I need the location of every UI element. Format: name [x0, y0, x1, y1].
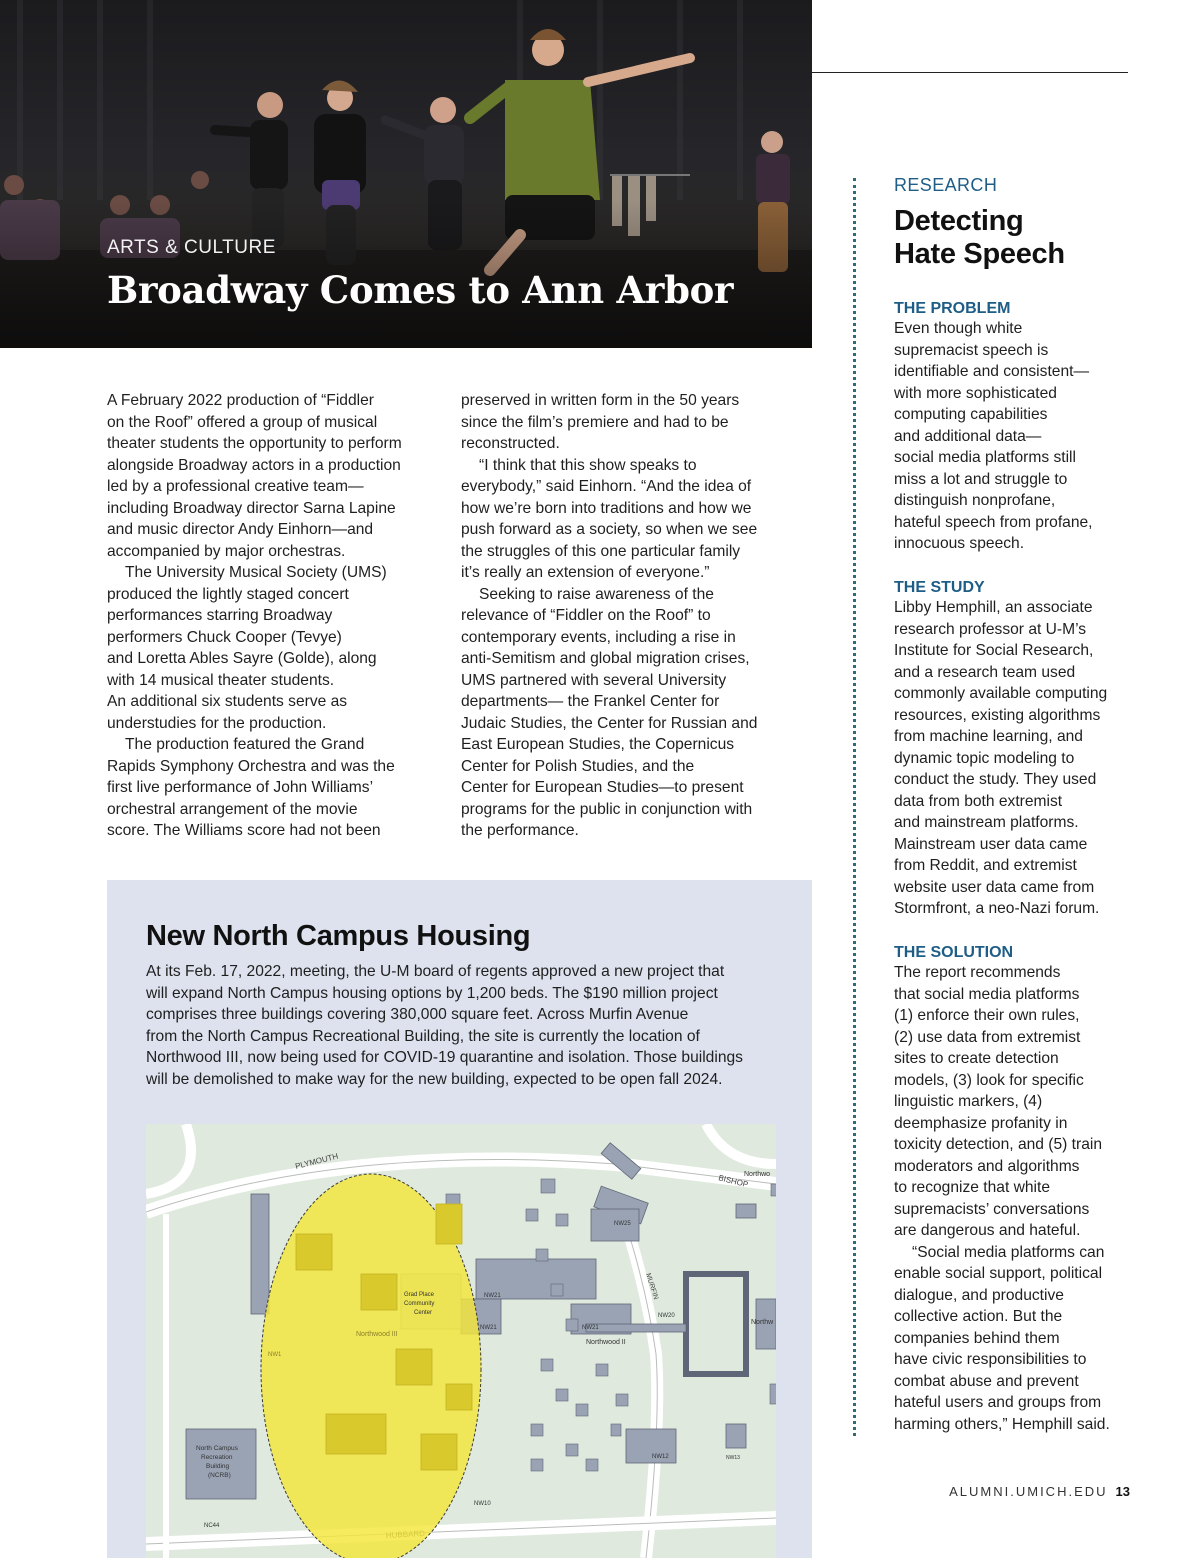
- sidebar-dotted-divider: [853, 178, 856, 1436]
- nw21-label-b: NW21: [480, 1325, 497, 1331]
- problem-heading: THE PROBLEM: [894, 300, 1011, 317]
- housing-title: New North Campus Housing: [146, 920, 531, 952]
- plymouth-road-label: PLYMOUTH: [294, 1151, 340, 1171]
- nw1-label: NW1: [268, 1352, 282, 1358]
- nw25-label: NW25: [614, 1221, 631, 1227]
- northwood-right-label: Northw: [751, 1319, 774, 1326]
- top-divider: [812, 72, 1128, 73]
- bishop-road-label: BISHOP: [717, 1173, 750, 1190]
- paragraph: An additional six students serve as understudies for the production.: [107, 693, 348, 732]
- page-footer: [949, 1484, 1130, 1499]
- sidebar-section-solution: [894, 944, 1134, 1435]
- article-column-2: [461, 390, 779, 842]
- sidebar-kicker: RESEARCH: [894, 175, 998, 195]
- sidebar-title: Detecting Hate Speech: [894, 205, 1065, 270]
- ncrb-label-2: Recreation: [201, 1454, 233, 1461]
- ncrb-label-1: North Campus: [196, 1445, 238, 1452]
- nw20-label: NW20: [658, 1313, 675, 1319]
- site-url: ALUMNI.UMICH.EDU: [949, 1484, 1108, 1499]
- nw21-label-a: NW21: [484, 1293, 501, 1299]
- northwood-top-label: Northwo: [744, 1171, 771, 1178]
- nw10-label: NW10: [474, 1501, 491, 1507]
- page-number: 13: [1115, 1484, 1130, 1499]
- housing-feature-box: [107, 880, 812, 1558]
- grad-center-label-2: Community: [404, 1301, 435, 1307]
- paragraph: The University Musical Society (UMS) produced the lightly staged concert performances starring Broadway performers Chuck Cooper (Tevye) and Loretta Ables Sayre (Golde), along with 14 musical theater students.: [107, 564, 387, 689]
- housing-description: At its Feb. 17, 2022, meeting, the U-M board of regents approved a new project that will expand North Campus housing options by 1,200 beds. The $190 million project comprises three buildings covering 380,000 square feet. Across Murfin Avenue from the North Campus Recreational Building, the site is currently the location of Northwood III, now being used for COVID-19 quarantine and isolation. Those buildings will be demolished to make way for the new building, expected to be open fall 2024.: [146, 963, 743, 1088]
- nw21-label-c: NW21: [582, 1325, 599, 1331]
- sidebar-section-study: [894, 579, 1134, 920]
- article-column-1: [107, 390, 429, 842]
- northwood-ii-label: Northwood II: [586, 1339, 626, 1346]
- grad-center-label-3: Center: [414, 1310, 433, 1316]
- paragraph: Seeking to raise awareness of the relevance of “Fiddler on the Roof” to contemporary events, including a rise in anti-Semitism and global migration crises, UMS partnered with several University departments— the Frankel Center for Judaic Studies, the Center for Russian and East European Studies, the Copernicus Center for Polish Studies, and the Center for European Studies—to present programs for the public in conjunction with the performance.: [461, 585, 758, 839]
- paragraph: A February 2022 production of “Fiddler on the Roof” offered a group of musical theater students the opportunity to perform alongside Broadway actors in a production led by a professional creative team— including Broadway director Sarna Lapine and music director Andy Einhorn—and accompanied by major orchestras.: [107, 392, 402, 560]
- campus-map: [146, 1124, 776, 1558]
- nc44-label: NC44: [204, 1523, 220, 1529]
- sidebar-section-problem: [894, 300, 1134, 555]
- paragraph: “I think that this show speaks to everybody,” said Einhorn. “And the idea of how we’re born into traditions and how we push forward as a society, so when we see the struggles of this one particular family it’s really an extension of everyone.”: [461, 456, 758, 581]
- paragraph: preserved in written form in the 50 years since the film’s premiere and had to be reconstructed.: [461, 392, 740, 452]
- section-kicker: ARTS & CULTURE: [107, 237, 276, 258]
- article-title: Broadway Comes to Ann Arbor: [107, 268, 734, 312]
- nw13-label: NW13: [726, 1455, 740, 1461]
- quote-text: “Social media platforms can enable social support, political dialogue, and productive collective action. But the companies behind them have civic responsibilities to combat abuse and prevent hateful users and groups from harming others,” Hemphill said.: [894, 1243, 1110, 1433]
- northwood-iii-label: Northwood III: [356, 1331, 398, 1338]
- grad-center-label-1: Grad Place: [404, 1292, 435, 1298]
- problem-text: Even though white supremacist speech is identifiable and consistent— with more sophisticated computing capabilities and additional data— social media platforms still miss a lot and struggle to distinguish nonprofane, hateful speech from profane, innocuous speech.: [894, 320, 1093, 552]
- nw12-label: NW12: [652, 1454, 669, 1460]
- hero-photo: [0, 0, 812, 348]
- solution-heading: THE SOLUTION: [894, 944, 1014, 961]
- study-text: Libby Hemphill, an associate research professor at U-M’s Institute for Social Research, and a research team used commonly available computing resources, existing algorithms from machine learning, and dynamic topic modeling to conduct the study. They used data from both extremist and mainstream platforms. Mainstream user data came from Reddit, and extremist website user data came from Stormfront, a neo-Nazi forum.: [894, 599, 1108, 917]
- ncrb-label-4: (NCRB): [208, 1472, 231, 1479]
- solution-text: The report recommends that social media platforms (1) enforce their own rules, (2) use data from extremist sites to create detection models, (3) look for specific linguistic markers, (4) deemphasize profanity in toxicity detection, and (5) train moderators and algorithms to recognize that white supremacists’ conversations are dangerous and hateful.: [894, 964, 1103, 1239]
- paragraph: The production featured the Grand Rapids Symphony Orchestra and was the first live performance of John Williams’ orchestral arrangement of the movie score. The Williams score had not been: [107, 736, 395, 839]
- ncrb-label-3: Building: [206, 1463, 230, 1470]
- study-heading: THE STUDY: [894, 579, 985, 596]
- murfin-road-label: MURFIN: [644, 1272, 660, 1301]
